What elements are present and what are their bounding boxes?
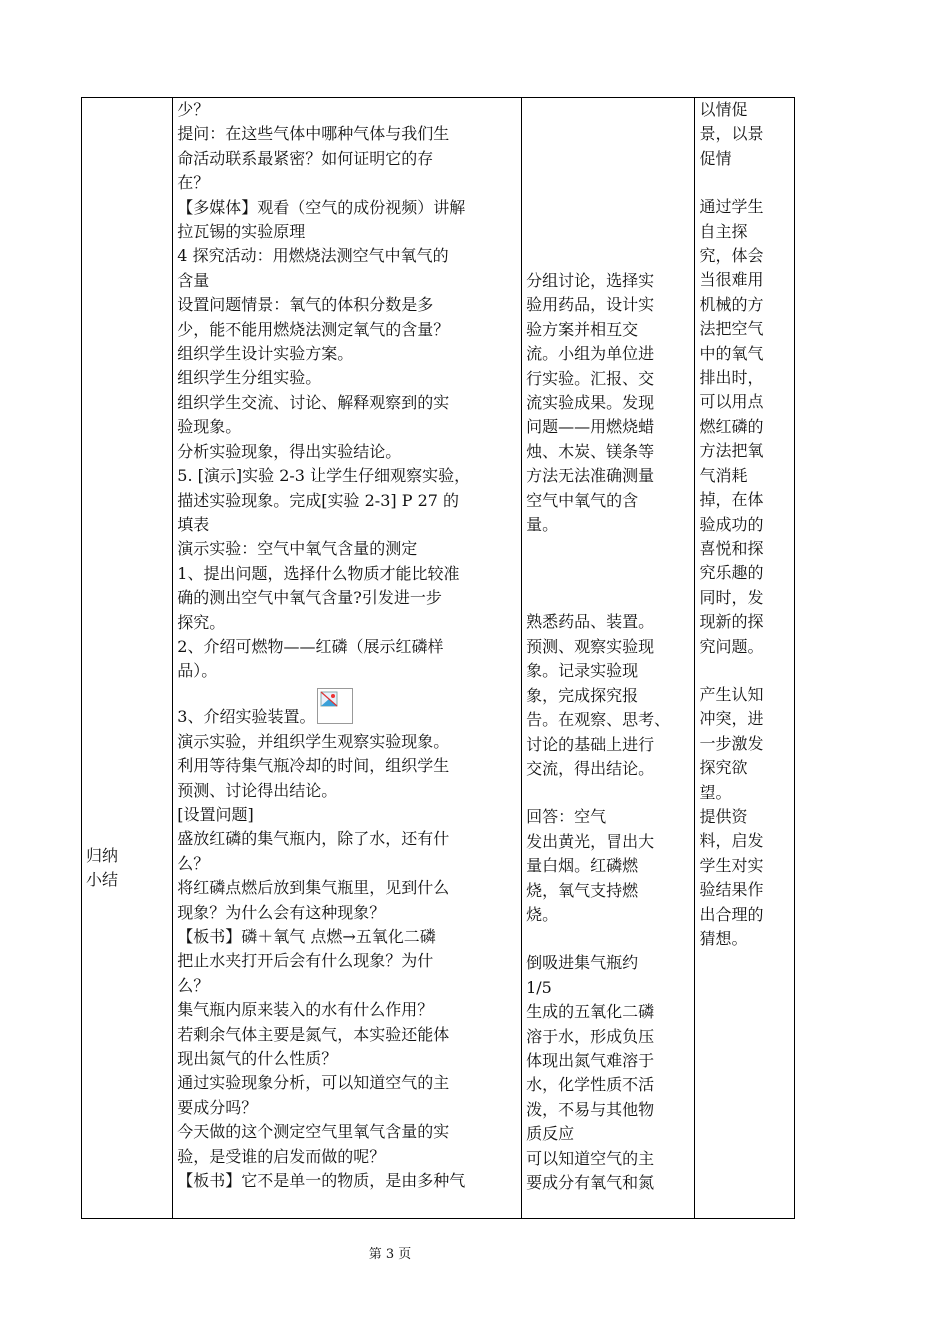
student-line: 象，完成探究报 (526, 685, 639, 705)
teacher-line: 将红磷点燃后放到集气瓶里，见到什么 (177, 878, 450, 898)
teacher-line: 填表 (177, 514, 210, 534)
student-activity-cell (522, 98, 695, 1219)
teacher-line: 提问：在这些气体中哪种气体与我们生 (177, 124, 450, 144)
intent-line: 掉，在体 (699, 490, 764, 510)
intent-line: 排出时， (699, 368, 764, 388)
intent-line: 一步激发 (699, 733, 764, 753)
teacher-line: 探究。 (177, 612, 226, 632)
intent-line: 验成功的 (699, 514, 764, 534)
intent-line: 法把空气 (699, 319, 764, 339)
intent-line: 学生对实 (699, 855, 764, 875)
intent-line: 猜想。 (699, 929, 748, 948)
teacher-line: 1、提出问题，选择什么物质才能比较准 (177, 563, 460, 583)
apparatus-image-icon (317, 688, 353, 724)
student-line: 流实验成果。发现 (526, 393, 655, 413)
student-line: 告。在观察、思考、 (526, 710, 671, 730)
intent-line: 究，体会 (699, 246, 764, 266)
teacher-line: 演示实验，并组织学生观察实验现象。 (177, 731, 450, 751)
student-line: 生成的五氧化二磷 (526, 1002, 655, 1022)
intent-line: 现新的探 (699, 612, 764, 632)
student-line: 烧。 (526, 904, 559, 924)
student-line: 量。 (526, 515, 559, 535)
teacher-line: 若剩余气体主要是氮气，本实验还能体 (177, 1024, 450, 1044)
intent-line: 方法把氧 (699, 441, 764, 461)
intent-line: 机械的方 (699, 294, 764, 314)
teacher-line: 分析实验现象，得出实验结论。 (177, 441, 402, 461)
student-line: 水，化学性质不活 (526, 1075, 655, 1095)
intent-line: 究乐趣的 (699, 563, 764, 583)
student-line: 体现出氮气难溶于 (526, 1050, 655, 1070)
intent-line: 燃红磷的 (699, 416, 764, 436)
apparatus-line (177, 684, 517, 730)
student-line: 象。记录实验现 (526, 661, 639, 681)
intent-line: 究问题。 (699, 636, 764, 656)
teacher-line: 组织学生交流、讨论、解释观察到的实 (177, 392, 450, 412)
teacher-line: 【板书】磷＋氧气 点燃→五氧化二磷 (177, 927, 436, 946)
teacher-line: 盛放红磷的集气瓶内，除了水，还有什 (177, 829, 450, 849)
intent-line: 产生认知 (699, 684, 764, 704)
teacher-line: 品）。 (177, 661, 218, 681)
student-line: 量白烟。红磷燃 (526, 856, 639, 876)
teacher-line: 【板书】它不是单一的物质，是由多种气 (177, 1171, 466, 1191)
student-line: 烛、木炭、镁条等 (526, 441, 655, 461)
intent-line: 以情促 (699, 100, 748, 119)
intent-line: 自主探 (699, 221, 748, 241)
page-number: 第 3 页 (368, 1247, 412, 1262)
intent-line: 望。 (699, 782, 732, 802)
student-line: 空气中氧气的含 (526, 490, 639, 510)
teacher-line: 3、介绍实验装置。 (177, 707, 316, 727)
stage-label-line-1: 归纳 (86, 846, 119, 865)
teacher-line: 含量 (177, 270, 210, 290)
student-line: 溶于水，形成负压 (526, 1026, 655, 1046)
teacher-line: 验，是受谁的启发而做的呢？ (177, 1146, 386, 1166)
student-line: 质反应 (526, 1124, 575, 1144)
teacher-line: 5. [演示]实验 2-3 让学生仔细观察实验， (177, 466, 471, 486)
teacher-line: 设置问题情景：氧气的体积分数是多 (177, 295, 434, 315)
teacher-line: 4 探究活动：用燃烧法测空气中氧气的 (177, 246, 449, 266)
student-line: 行实验。汇报、交 (526, 368, 655, 388)
table-row (82, 98, 795, 1219)
teacher-line: 【多媒体】观看（空气的成份视频）讲解 (177, 197, 466, 217)
intent-line: 中的氧气 (699, 343, 764, 363)
teacher-line: 么？ (177, 975, 210, 995)
teacher-line: 现出氮气的什么性质？ (177, 1049, 338, 1069)
lesson-plan-table (81, 97, 795, 1219)
teacher-line: 命活动联系最紧密？如何证明它的存 (177, 148, 434, 168)
student-line: 交流，得出结论。 (526, 758, 655, 778)
student-line: 流。小组为单位进 (526, 344, 655, 364)
stage-cell (82, 98, 173, 1219)
intent-line: 可以用点 (699, 392, 764, 412)
student-line: 预测、观察实验现 (526, 636, 655, 656)
student-line: 要成分有氧气和氮 (526, 1173, 655, 1192)
teacher-line: 组织学生设计实验方案。 (177, 344, 354, 364)
teacher-line: 拉瓦锡的实验原理 (177, 222, 306, 242)
teacher-line: 现象？为什么会有这种现象？ (177, 902, 386, 922)
intent-line: 探究欲 (699, 758, 748, 778)
teacher-line: 么？ (177, 853, 210, 873)
intent-line: 出合理的 (699, 904, 764, 924)
teacher-line: 要成分吗？ (177, 1097, 258, 1117)
intent-line: 景，以景 (699, 124, 764, 144)
intent-line: 气消耗 (699, 465, 748, 485)
student-line: 烧，氧气支持燃 (526, 880, 639, 900)
teacher-line: 利用等待集气瓶冷却的时间，组织学生 (177, 756, 450, 776)
intent-line: 当很难用 (699, 270, 764, 290)
student-line: 讨论的基础上进行 (526, 734, 655, 754)
intent-line: 促情 (699, 148, 732, 168)
teacher-line: 描述实验现象。完成[实验 2-3] P 27 的 (177, 490, 460, 510)
teacher-line: 今天做的这个测定空气里氧气含量的实 (177, 1122, 450, 1142)
student-line: 倒吸进集气瓶约 (526, 953, 639, 973)
student-line: 问题——用燃烧蜡 (526, 417, 655, 437)
student-line: 方法无法准确测量 (526, 466, 655, 486)
teacher-line: 少，能不能用燃烧法测定氧气的含量？ (177, 319, 450, 339)
teacher-line: 在？ (177, 173, 210, 193)
teacher-activity-cell (173, 98, 522, 1219)
teacher-line: 验现象。 (177, 417, 242, 437)
student-line: 验用药品，设计实 (526, 295, 655, 315)
student-line: 分组讨论，选择实 (526, 271, 655, 290)
intent-line: 通过学生 (699, 197, 764, 217)
teacher-line: 集气瓶内原来装入的水有什么作用？ (177, 1000, 434, 1020)
intent-line: 料，启发 (699, 831, 764, 851)
student-line: 熟悉药品、装置。 (526, 612, 655, 632)
teacher-line: 通过实验现象分析，可以知道空气的主 (177, 1073, 450, 1093)
intent-line: 提供资 (699, 806, 748, 826)
teacher-line: 把止水夹打开后会有什么现象？为什 (177, 951, 434, 971)
teacher-line: 组织学生分组实验。 (177, 368, 322, 388)
teacher-line: [设置问题] (177, 804, 254, 824)
intent-line: 同时，发 (699, 587, 764, 607)
stage-label-line-2: 小结 (86, 870, 119, 890)
teacher-line: 演示实验：空气中氧气含量的测定 (177, 539, 418, 559)
intent-line: 冲突，进 (699, 709, 764, 729)
intent-line: 验结果作 (699, 880, 764, 900)
teacher-line: 预测、讨论得出结论。 (177, 780, 338, 800)
teacher-line: 确的测出空气中氧气含量?引发进一步 (177, 588, 442, 608)
student-line: 回答：空气 (526, 807, 607, 827)
teacher-line: 2、介绍可燃物——红磷（展示红磷样 (177, 636, 444, 656)
teacher-line: 少？ (177, 100, 210, 119)
student-line: 验方案并相互交 (526, 319, 639, 339)
intent-line: 喜悦和探 (699, 538, 764, 558)
student-line: 泼，不易与其他物 (526, 1099, 655, 1119)
design-intent-cell (695, 98, 795, 1219)
student-line: 1/5 (526, 977, 552, 997)
student-line: 发出黄光，冒出大 (526, 831, 655, 851)
student-line: 可以知道空气的主 (526, 1148, 655, 1168)
